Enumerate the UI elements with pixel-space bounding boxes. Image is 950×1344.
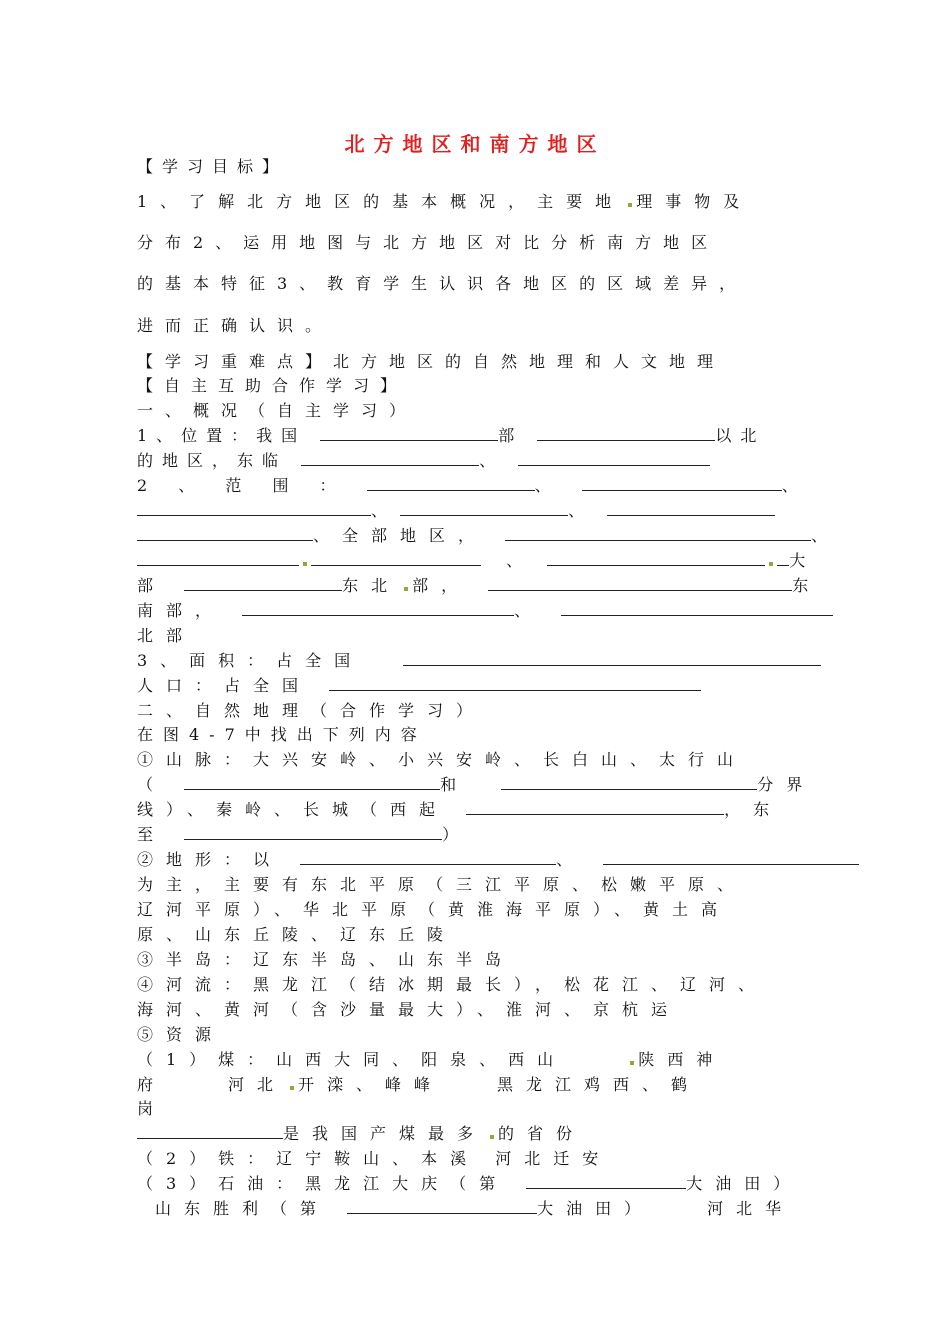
terrain-line-3: 辽河平原）、华北平原（黄淮海平原）、黄土高 <box>137 900 731 919</box>
terrain-line-1: ②地形：以 、 <box>137 848 859 872</box>
oil-line-2: 山东胜利（第 大油田） 河北华 <box>155 1199 795 1218</box>
goal-line-4: 进而正确认识。 <box>137 316 334 335</box>
rivers-line-2: 海河、黄河（含沙量最大）、淮河、京杭运 <box>137 1000 681 1019</box>
terrain-blank-2[interactable] <box>603 850 859 865</box>
section-2-title: 二、自然地理（合作学习） <box>137 701 486 720</box>
boundary-blank-1[interactable] <box>184 775 440 790</box>
north-part: 北部 <box>137 626 196 645</box>
range-line-3: 、全部地区， 、 <box>137 524 840 548</box>
coal-line-4: 是我国产煤最多 的省份 <box>137 1122 585 1146</box>
find-line: 在图4-7中找出下列内容 <box>137 725 427 744</box>
range-line-4: 、 大 <box>137 549 805 573</box>
section-1-title: 一、概况（自主学习） <box>137 401 418 420</box>
resources-header: ⑤资源 <box>137 1025 225 1044</box>
coal-line-1: （1）煤：山西大同、阳泉、西山 陕西神 <box>137 1050 726 1069</box>
range-blank-13[interactable] <box>242 601 514 616</box>
goal-line-3: 的基本特征3、教育学生认识各地区的区域差异， <box>137 274 748 293</box>
population-line: 人口：占全国 <box>137 674 701 698</box>
population-blank[interactable] <box>329 676 701 691</box>
iron-line: （2）铁：辽宁鞍山、本溪 河北迁安 <box>137 1149 612 1168</box>
goals-header: 【学习目标】 <box>137 157 288 176</box>
east-blank-1[interactable] <box>301 451 479 466</box>
mountains-line-3: 线）、秦岭、长城（西起 ，东 <box>137 800 783 819</box>
key-points: 【学习重难点】北方地区的自然地理和人文地理 <box>137 352 726 371</box>
range-blank-2[interactable] <box>582 476 782 491</box>
range-blank-1[interactable] <box>367 476 535 491</box>
great-wall-west-blank[interactable] <box>466 800 724 815</box>
range-line-2: 、 、 <box>137 499 775 523</box>
position-line: 1、位置：我国 部 以北 <box>137 426 766 445</box>
range-line: 2 、 范 围 ： 、 、 <box>137 476 811 495</box>
terrain-blank-1[interactable] <box>300 850 556 865</box>
range-line-5: 部 东北 部， 东 <box>137 576 822 595</box>
position-blank-1[interactable] <box>320 426 498 441</box>
area-blank[interactable] <box>403 651 821 666</box>
area-line: 3、面积：占全国 <box>137 649 821 673</box>
range-blank-3[interactable] <box>137 501 371 516</box>
peninsula-line: ③半岛：辽东半岛、山东半岛 <box>137 950 515 969</box>
goal-line-2: 分布2、运用地图与北方地区对比分析南方地区 <box>137 233 720 252</box>
great-wall-east-blank[interactable] <box>184 825 442 840</box>
range-line-6: 南部， 、 <box>137 599 833 623</box>
range-blank-11[interactable] <box>184 576 342 591</box>
shengli-rank-blank[interactable] <box>347 1199 537 1214</box>
boundary-blank-2[interactable] <box>501 775 757 790</box>
terrain-line-4: 原、山东丘陵、辽东丘陵 <box>137 925 457 944</box>
coal-line-3: 岗 <box>137 1099 154 1118</box>
east-line: 的地区，东临 、 <box>137 449 710 473</box>
range-blank-10[interactable] <box>547 551 765 566</box>
range-blank-8[interactable] <box>137 551 299 566</box>
page-title: 北方地区和南方地区 <box>344 132 606 156</box>
range-blank-6[interactable] <box>137 526 313 541</box>
terrain-line-2: 为主，主要有东北平原（三江平原、松嫩平原、 <box>137 875 747 894</box>
east-blank-2[interactable] <box>518 451 710 466</box>
range-blank-7[interactable] <box>505 526 811 541</box>
range-blank-5[interactable] <box>607 501 775 516</box>
range-blank-4[interactable] <box>400 501 568 516</box>
goal-line-1: 1、了解北方地区的基本概况，主要地 理事物及 <box>137 192 753 211</box>
position-blank-2[interactable] <box>537 426 715 441</box>
range-blank-14[interactable] <box>561 601 833 616</box>
mountains-line-2: （ 和 分界 <box>137 775 816 794</box>
mountains-line-4: 至 ） <box>137 825 472 844</box>
coop-header: 【自主互助合作学习】 <box>137 376 408 395</box>
oil-line-1: （3）石油：黑龙江大庆（第 大油田） <box>137 1174 803 1193</box>
range-blank-9[interactable] <box>311 551 481 566</box>
coal-line-2: 府 河北 开滦、峰峰 黑龙江鸡西、鹤 <box>137 1075 701 1094</box>
rivers-line-1: ④河流：黑龙江（结冰期最长），松花江、辽河、 <box>137 975 768 994</box>
mountains-line-1: ①山脉：大兴安岭、小兴安岭、长白山、太行山 <box>137 750 747 769</box>
range-blank-12[interactable] <box>488 576 792 591</box>
daqing-rank-blank[interactable] <box>526 1174 686 1189</box>
coal-province-blank[interactable] <box>137 1124 283 1139</box>
